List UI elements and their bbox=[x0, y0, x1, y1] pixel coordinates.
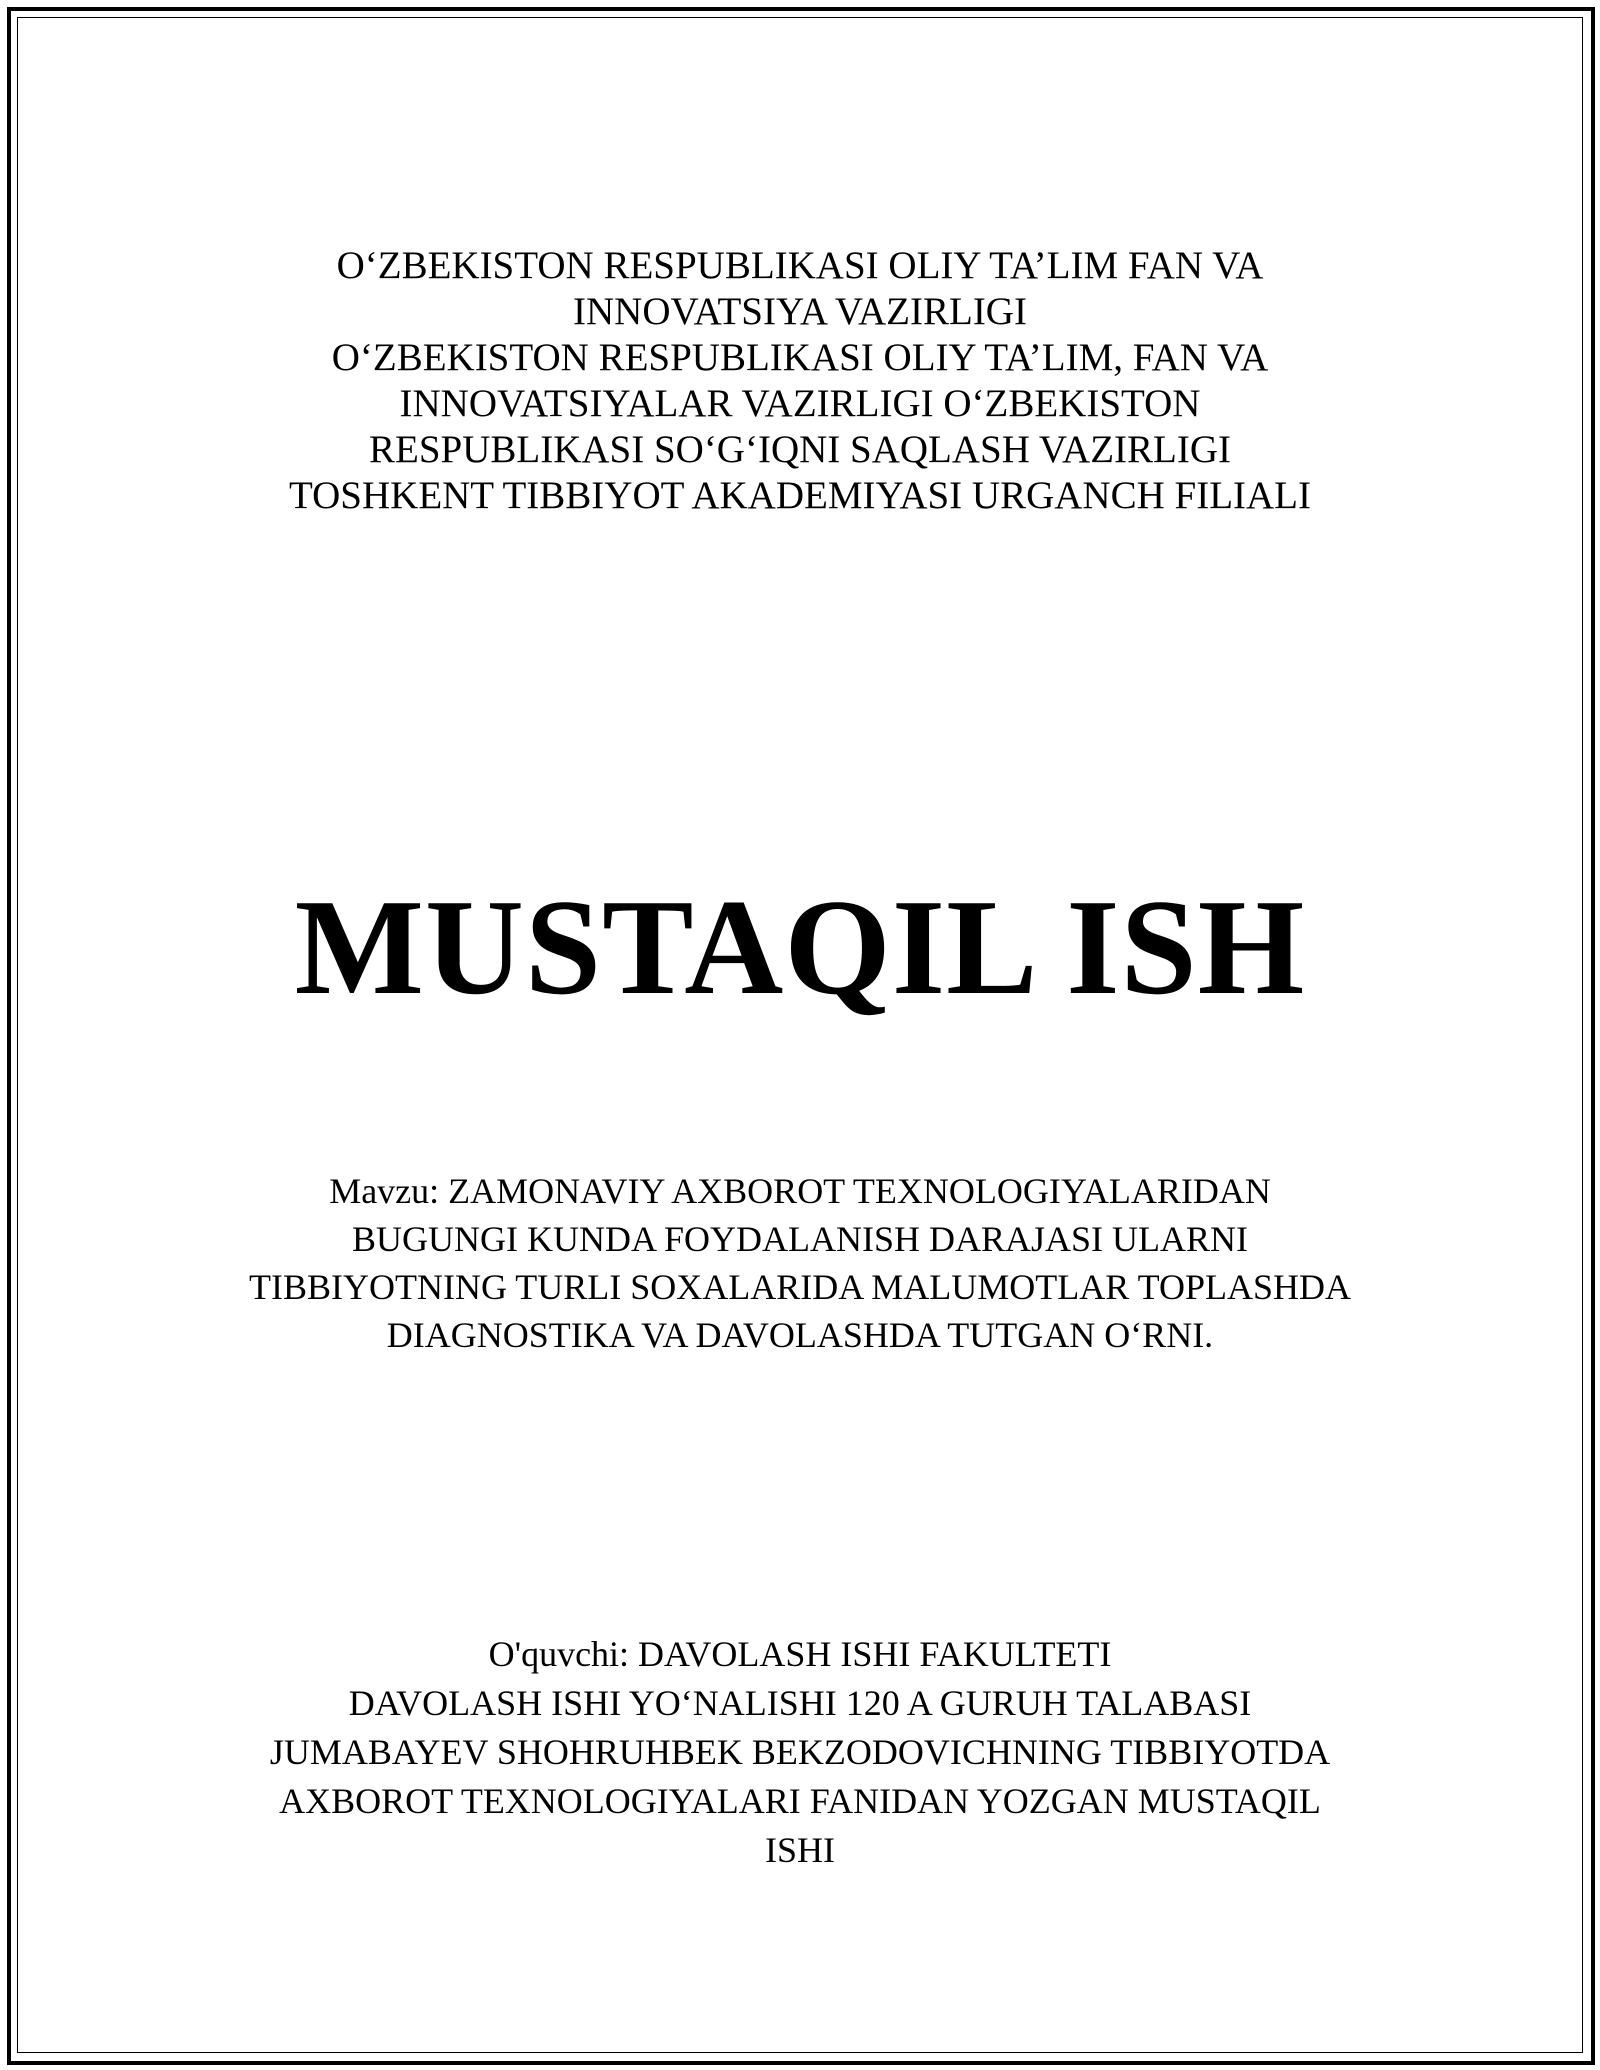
document-title: MUSTAQIL ISH bbox=[294, 871, 1306, 1023]
header-line: RESPUBLIKASI SO‘G‘IQNI SAQLASH VAZIRLIGI bbox=[369, 428, 1231, 471]
institution-header bbox=[0, 243, 1600, 519]
student-section bbox=[0, 1630, 1600, 1875]
header-line: INNOVATSIYALAR VAZIRLIGI O‘ZBEKISTON bbox=[399, 382, 1201, 425]
topic-line: DIAGNOSTIKA VA DAVOLASHDA TUTGAN O‘RNI. bbox=[386, 1315, 1214, 1355]
topic-line: TIBBIYOTNING TURLI SOXALARIDA MALUMOTLAR TOPLASHDA bbox=[248, 1267, 1351, 1307]
topic-section bbox=[0, 1167, 1600, 1359]
header-line: O‘ZBEKISTON RESPUBLIKASI OLIY TA’LIM FAN VA bbox=[336, 244, 1264, 287]
header-line: TOSHKENT TIBBIYOT AKADEMIYASI URGANCH FILIALI bbox=[289, 474, 1311, 517]
topic-line: Mavzu: ZAMONAVIY AXBOROT TEXNOLOGIYALARIDAN bbox=[329, 1171, 1271, 1211]
header-line: O‘ZBEKISTON RESPUBLIKASI OLIY TA’LIM, FAN VA bbox=[331, 336, 1269, 379]
topic-line: BUGUNGI KUNDA FOYDALANISH DARAJASI ULARNI bbox=[351, 1219, 1248, 1259]
header-line: INNOVATSIYA VAZIRLIGI bbox=[573, 290, 1027, 333]
student-line: AXBOROT TEXNOLOGIYALARI FANIDAN YOZGAN MUSTAQIL bbox=[279, 1781, 1321, 1821]
student-line: ISHI bbox=[765, 1830, 835, 1870]
student-line: O'quvchi: DAVOLASH ISHI FAKULTETI bbox=[488, 1634, 1112, 1674]
student-line: DAVOLASH ISHI YO‘NALISHI 120 A GURUH TALABASI bbox=[348, 1683, 1252, 1723]
student-line: JUMABAYEV SHOHRUHBEK BEKZODOVICHNING TIBBIYOTDA bbox=[269, 1732, 1331, 1772]
